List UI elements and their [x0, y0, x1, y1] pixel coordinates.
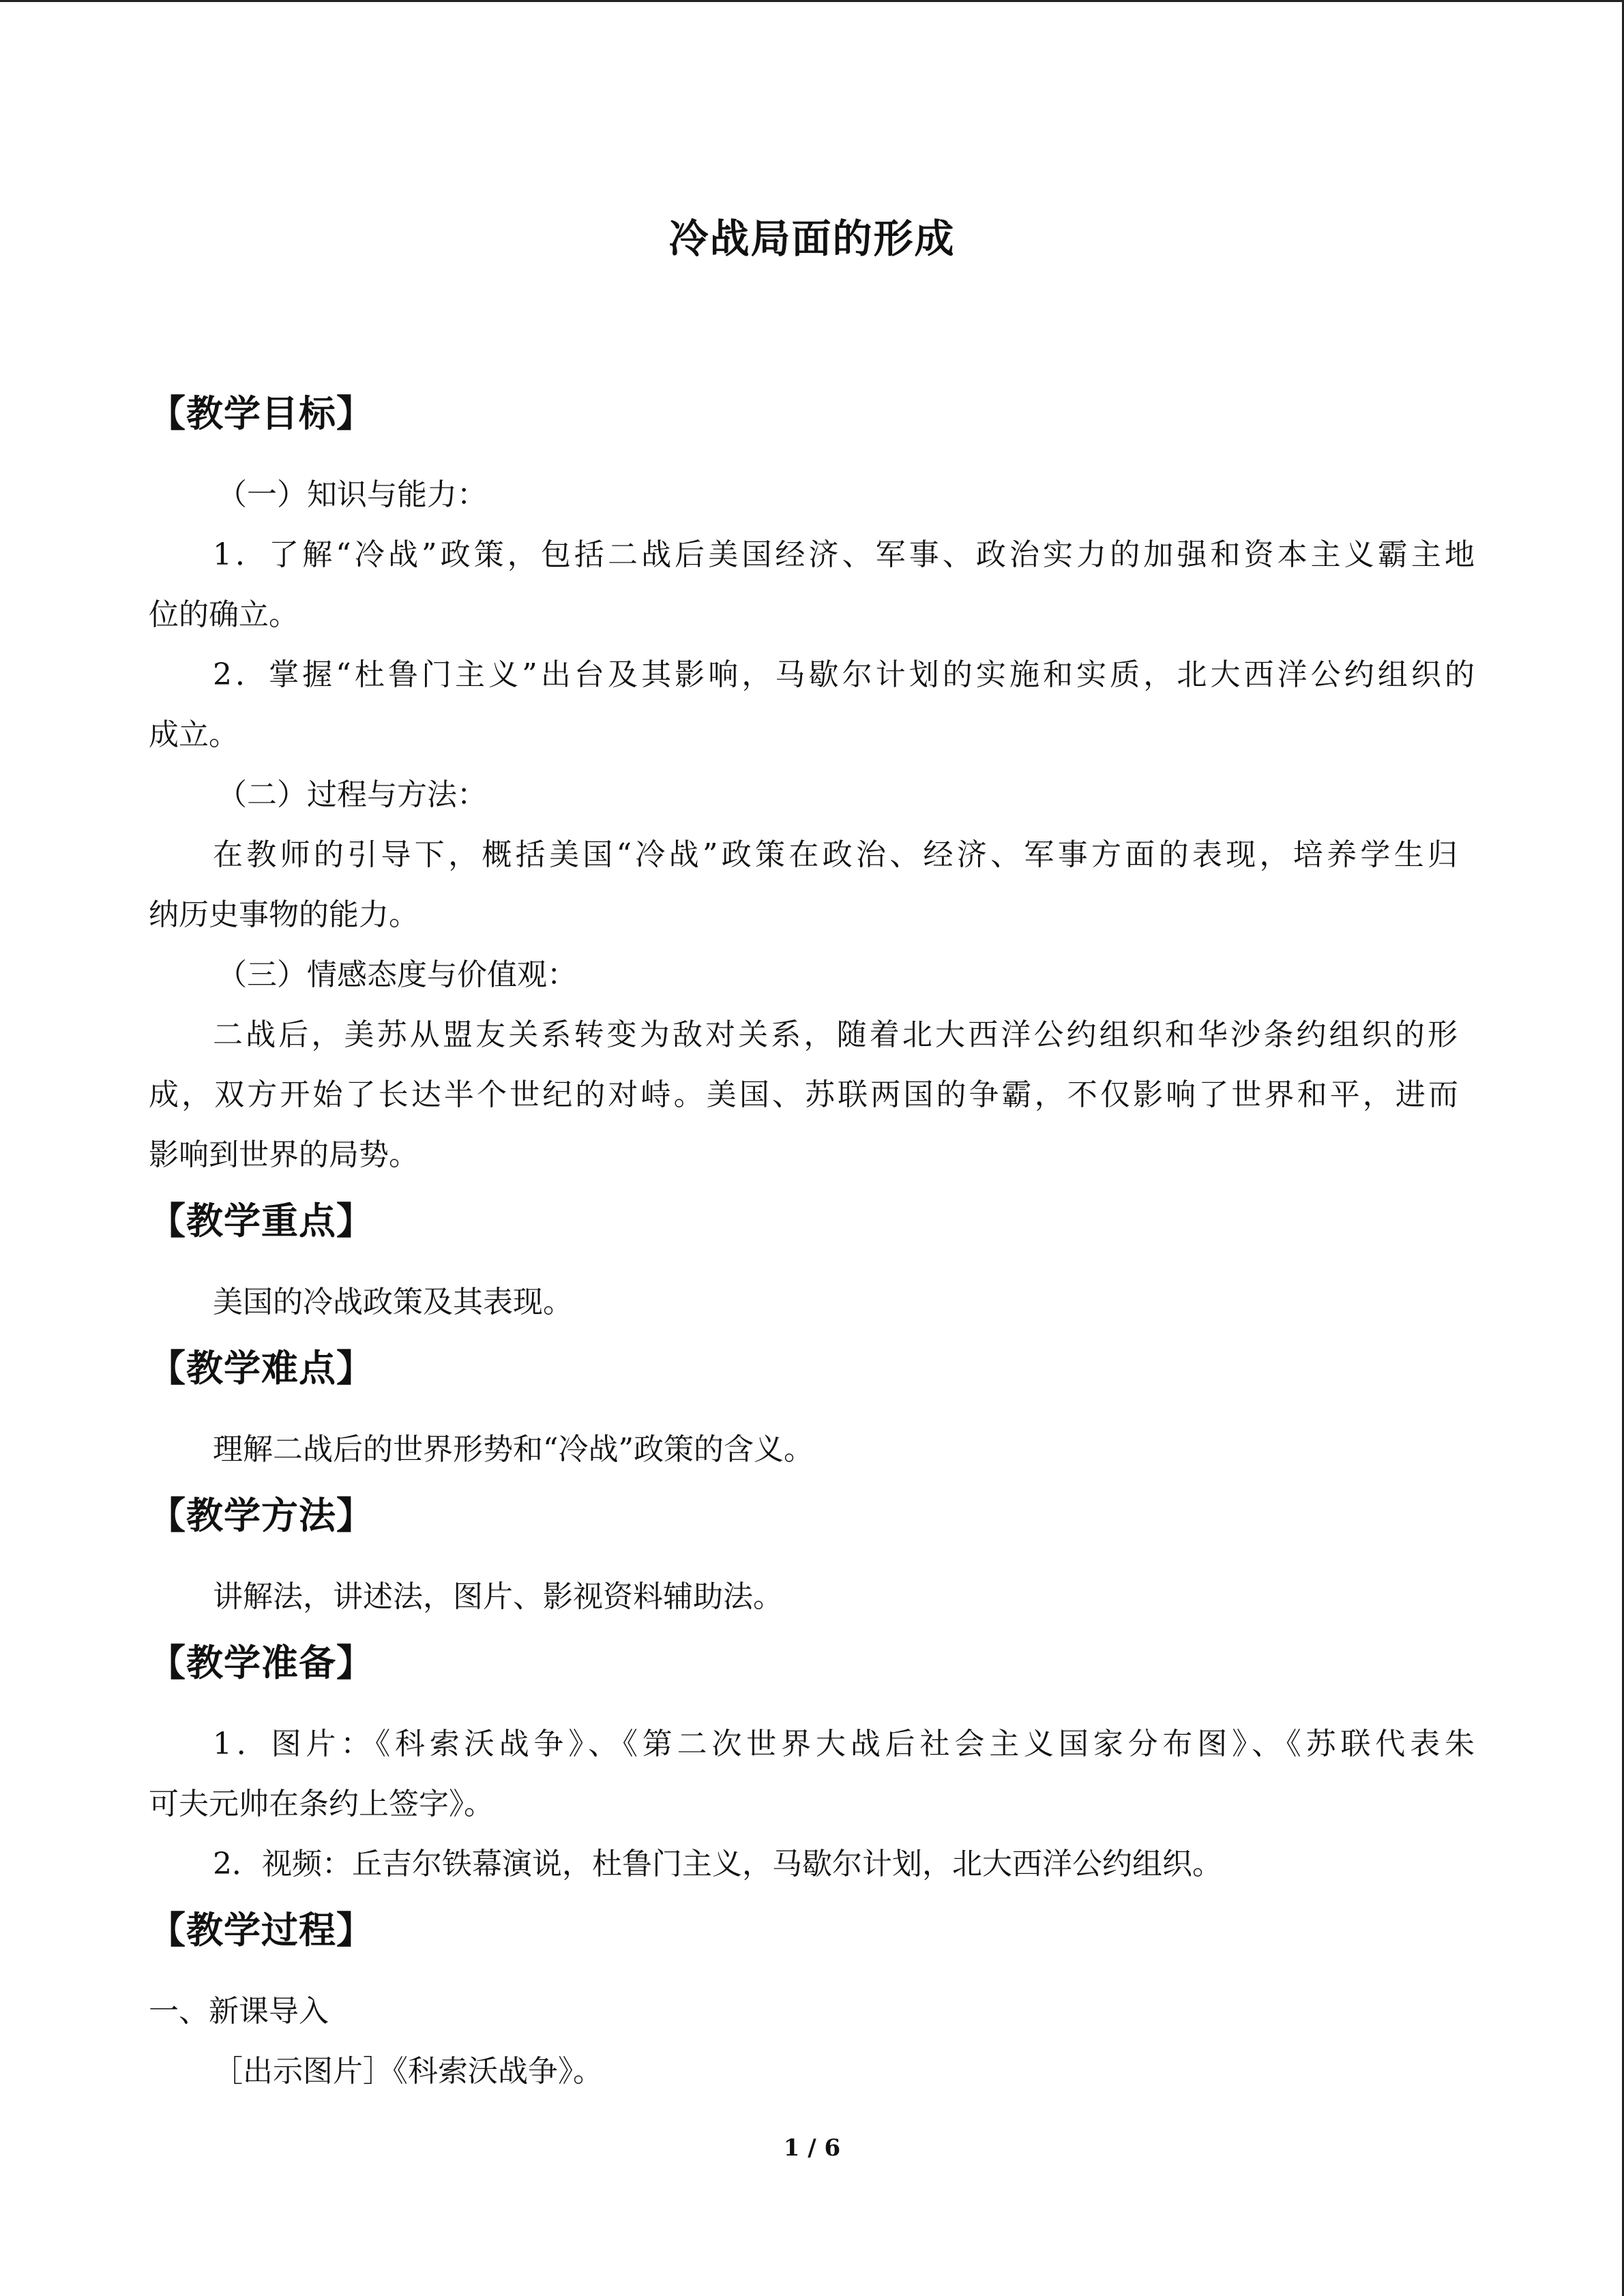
- process-step1-detail: ［出示图片］《科索沃战争》。: [213, 2054, 603, 2089]
- heading-difficulties: 【教学难点】: [149, 1346, 374, 1390]
- objectives-value-line1: 二战后，美苏从盟友关系转变为敌对关系，随着北大西洋公约组织和华沙条约组织的形: [213, 1017, 1458, 1052]
- heading-process: 【教学过程】: [149, 1908, 374, 1952]
- objectives-sub-values: （三）情感态度与价值观：: [217, 957, 577, 992]
- objectives-item1-line2: 位的确立。: [149, 597, 299, 632]
- document-title: 冷战局面的形成: [668, 215, 956, 262]
- process-step1: 一、新课导入: [149, 1994, 329, 2029]
- preparation-item2: 2．视频：丘吉尔铁幕演说，杜鲁门主义，马歇尔计划，北大西洋公约组织。: [213, 1847, 1222, 1881]
- objectives-value-line2: 成，双方开始了长达半个世纪的对峙。美国、苏联两国的争霸，不仅影响了世界和平，进而: [149, 1077, 1458, 1112]
- objectives-sub-process: （二）过程与方法：: [217, 777, 487, 812]
- objectives-item1-line1: 1．了解“冷战”政策，包括二战后美国经济、军事、政治实力的加强和资本主义霸主地: [213, 537, 1475, 572]
- heading-objectives: 【教学目标】: [149, 391, 374, 435]
- preparation-item1-line2: 可夫元帅在条约上签字》。: [149, 1787, 494, 1821]
- difficulties-text: 理解二战后的世界形势和“冷战”政策的含义。: [213, 1432, 814, 1467]
- heading-key-points: 【教学重点】: [149, 1199, 374, 1242]
- heading-preparation: 【教学准备】: [149, 1641, 374, 1684]
- objectives-method-line1: 在教师的引导下，概括美国“冷战”政策在政治、经济、军事方面的表现，培养学生归: [213, 837, 1458, 872]
- key-points-text: 美国的冷战政策及其表现。: [213, 1285, 573, 1320]
- objectives-sub-knowledge: （一）知识与能力：: [217, 477, 487, 512]
- objectives-method-line2: 纳历史事物的能力。: [149, 897, 419, 932]
- page-top-border: [0, 0, 1624, 2]
- heading-methods: 【教学方法】: [149, 1493, 374, 1537]
- objectives-value-line3: 影响到世界的局势。: [149, 1137, 419, 1172]
- preparation-item1-line1: 1．图片：《科索沃战争》、《第二次世界大战后社会主义国家分布图》、《苏联代表朱: [213, 1727, 1475, 1761]
- methods-text: 讲解法，讲述法，图片、影视资料辅助法。: [213, 1579, 783, 1614]
- objectives-item2-line1: 2．掌握“杜鲁门主义”出台及其影响，马歇尔计划的实施和实质，北大西洋公约组织的: [213, 657, 1475, 692]
- objectives-item2-line2: 成立。: [149, 717, 239, 752]
- page-number: 1 / 6: [783, 2134, 841, 2162]
